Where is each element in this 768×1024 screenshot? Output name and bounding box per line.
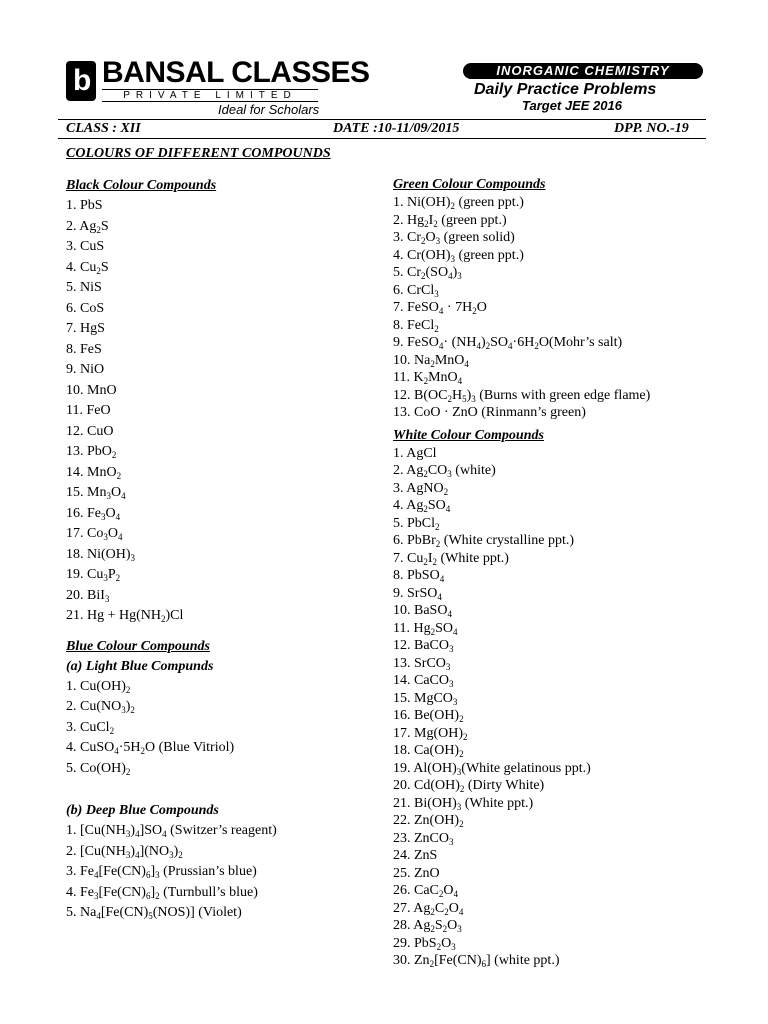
compound-item: 5. PbCl$_2$ [393, 515, 440, 532]
compound-item: 15. MgCO$_3$ [393, 690, 458, 707]
compound-item: 9. FeSO$_4$· $(NH_4)_2SO_4\cdot 6H_2O(Mohr’s$ salt) [393, 335, 623, 351]
header-divider-top [58, 119, 706, 120]
compound-item: 1. $[Cu(NH_3)_4]SO_4$ (Switzer’s reagent) [66, 823, 277, 839]
page-header [0, 0, 768, 120]
compound-item: 23. ZnCO$_3$ [393, 830, 454, 847]
compound-item: 22. $Zn(OH)_2$ [393, 813, 464, 829]
compound-item: 5. $Cr_2(SO_4)_3$ [393, 265, 462, 281]
subsection-title-light-blue: (a) Light Blue Compunds [66, 658, 214, 674]
dpp-number: DPP. NO.-19 [614, 121, 689, 136]
dpp-title: Daily Practice Problems [474, 81, 657, 98]
compound-item: 21. $Bi(OH)_3$ (White ppt.) [393, 795, 534, 812]
compound-item: 14. MnO$_2$ [66, 464, 122, 481]
header-divider-bottom [58, 138, 706, 139]
compound-item: 4. $Cu_2S$ [66, 259, 109, 276]
compound-item: 11. $K_2MnO_4$ [393, 370, 463, 386]
compound-item: 20. $Cd(OH)_2$ (Dirty White) [393, 778, 545, 794]
compound-item: 7. HgS [66, 321, 105, 336]
compound-item: 4. $CuSO_4\cdot 5H_2O$ (Blue Vitriol) [66, 740, 235, 756]
deep-blue-compound-list [66, 821, 277, 924]
compound-item: 24. ZnS [393, 848, 438, 863]
brand-subtitle: PRIVATE LIMITED [102, 89, 318, 102]
target-label: Target JEE 2016 [522, 98, 622, 113]
compound-item: 10. MnO [66, 382, 117, 398]
compound-item: 3. CuCl$_2$ [66, 719, 115, 736]
compound-item: 4. $Cr(OH)_3$ (green ppt.) [393, 247, 524, 264]
compound-item: 30. $Zn_2[Fe(CN)_6]$ (white ppt.) [393, 953, 560, 969]
compound-item: 19. $Cu_3P_2$ [66, 567, 121, 583]
right-column [393, 177, 650, 970]
compound-item: 19. $Al(OH)_3(White$ gelatinous ppt.) [393, 760, 591, 777]
compound-item: 6. CoS [66, 300, 105, 316]
subsection-title-deep-blue: (b) Deep Blue Compounds [66, 803, 219, 818]
compound-item: 8. FeS [66, 341, 102, 357]
compound-item: 17. $Co_3O_4$ [66, 526, 123, 542]
compound-item: 8. FeCl$_2$ [393, 317, 439, 334]
compound-item: 1. PbS [66, 198, 103, 213]
compound-item: 2. $Ag_2S$ [66, 218, 109, 235]
compound-item: 16. $Be(OH)_2$ [393, 708, 464, 724]
compound-item: 7. $Cu_2I_2$ (White ppt.) [393, 550, 509, 567]
compound-item: 1. AgCl [393, 445, 437, 461]
compound-item: 25. ZnO [393, 865, 440, 881]
compound-item: 10. $Na_2MnO_4$ [393, 352, 469, 369]
black-compound-list [66, 196, 277, 627]
compound-item: 6. CrCl$_3$ [393, 282, 439, 299]
light-blue-compound-list [66, 677, 277, 780]
compound-item: 2. $Ag_2CO_3$ (white) [393, 463, 496, 479]
compound-item: 10. BaSO$_4$ [393, 603, 452, 619]
bansal-logo-icon: b [66, 61, 96, 101]
compound-item: 12. BaCO$_3$ [393, 638, 454, 654]
compound-item: 21. $Hg + Hg(NH_2)Cl$ [66, 608, 184, 624]
date-label: DATE :10-11/09/2015 [333, 121, 460, 136]
compound-item: 5. NiS [66, 280, 102, 295]
compound-item: 2. $Hg_2I_2$ (green ppt.) [393, 212, 507, 229]
compound-item: 5. $Co(OH)_2$ [66, 760, 131, 777]
compound-item: 18. $Ni(OH)_3$ [66, 546, 136, 563]
compound-item: 20. BiI$_3$ [66, 587, 110, 604]
section-title-green: Green Colour Compounds [393, 177, 546, 192]
section-title-black: Black Colour Compounds [66, 178, 217, 193]
compound-item: 4. $Ag_2SO_4$ [393, 498, 451, 514]
compound-item: 7. FeSO$_4$ · $7H_2O$ [393, 300, 487, 316]
compound-item: 8. PbSO$_4$ [393, 568, 445, 584]
compound-item: 3. AgNO$_2$ [393, 480, 449, 497]
compound-item: 18. $Ca(OH)_2$ [393, 743, 464, 759]
compound-item: 3. $Fe_4[Fe(CN)_6]_3$ (Prussian’s blue) [66, 864, 257, 880]
compound-item: 6. PbBr$_2$ (White crystalline ppt.) [393, 533, 575, 549]
compound-item: 5. $Na_4[Fe(CN)_5(NOS)]$ (Violet) [66, 905, 242, 921]
compound-item: 26. $CaC_2O_4$ [393, 883, 459, 899]
compound-item: 29. $PbS_2O_3$ [393, 935, 456, 952]
compound-item: 4. $Fe_3[Fe(CN)_6]_2$ (Turnbull’s blue) [66, 884, 258, 901]
compound-item: 13. PbO$_2$ [66, 444, 117, 460]
left-column [66, 178, 277, 924]
compound-item: 13. SrCO$_3$ [393, 655, 451, 672]
class-label: CLASS : XII [66, 121, 141, 136]
compound-item: 27. $Ag_2C_2O_4$ [393, 900, 464, 917]
section-title-white: White Colour Compounds [393, 427, 544, 443]
compound-item: 1. $Ni(OH)_2$ (green ppt.) [393, 195, 524, 211]
compound-item: 12. CuO [66, 423, 114, 439]
page-title: COLOURS OF DIFFERENT COMPOUNDS [66, 146, 331, 161]
compound-item: 1. $Cu(OH)_2$ [66, 678, 131, 695]
compound-item: 12. $B(OC_2H_5)_3$ (Burns with green edge flame) [393, 387, 651, 404]
compound-item: 17. $Mg(OH)_2$ [393, 725, 468, 742]
compound-item: 3. $Cr_2O_3$ (green solid) [393, 230, 515, 246]
subject-badge: INORGANIC CHEMISTRY [463, 63, 703, 79]
compound-item: 28. $Ag_2S_2O_3$ [393, 918, 462, 934]
section-title-blue: Blue Colour Compounds [66, 638, 210, 654]
compound-item: 9. NiO [66, 362, 105, 377]
compound-item: 13. CoO · ZnO (Rinmann’s green) [393, 405, 586, 420]
compound-item: 2. $Cu(NO_3)_2$ [66, 699, 135, 715]
green-compound-list [393, 194, 650, 422]
compound-item: 11. FeO [66, 403, 111, 418]
compound-item: 11. $Hg_2SO_4$ [393, 620, 458, 637]
compound-item: 14. CaCO$_3$ [393, 673, 454, 689]
compound-item: 3. CuS [66, 239, 105, 254]
brand-name: BANSAL CLASSES [102, 56, 370, 89]
brand-tagline: Ideal for Scholars [218, 102, 320, 117]
compound-item: 2. $[Cu(NH_3)_4](NO_3)_2$ [66, 843, 183, 860]
compound-item: 15. $Mn_3O_4$ [66, 485, 126, 501]
compound-item: 9. SrSO$_4$ [393, 585, 442, 602]
compound-item: 16. $Fe_3O_4$ [66, 505, 121, 522]
white-compound-list [393, 445, 650, 970]
